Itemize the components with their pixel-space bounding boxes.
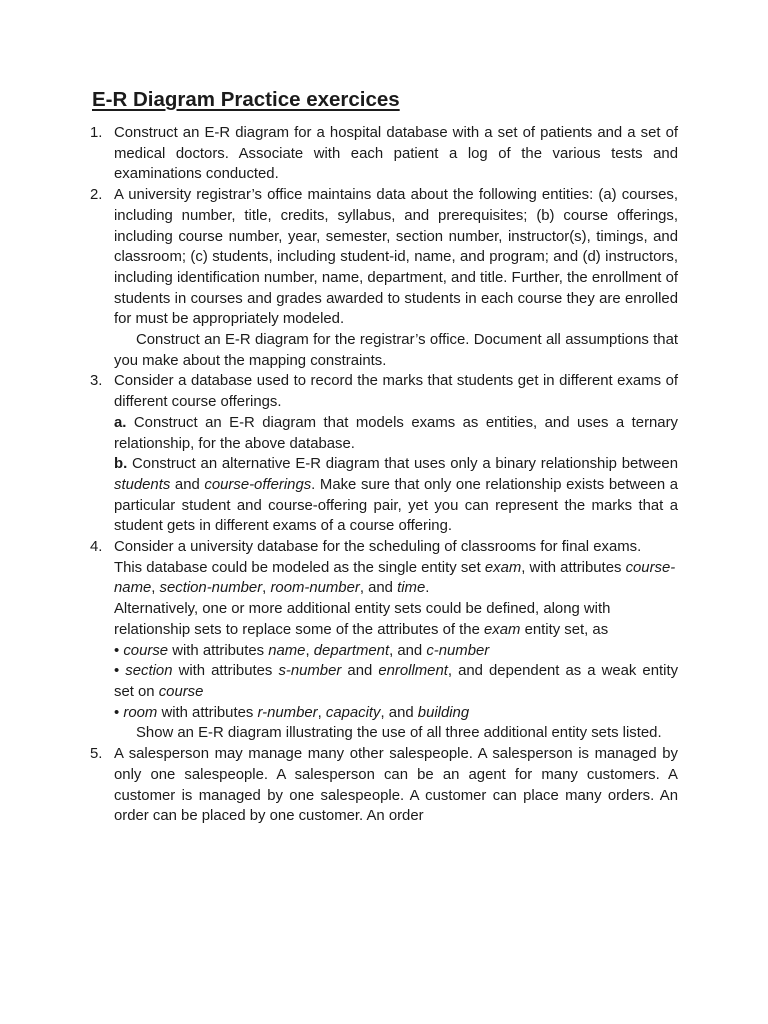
text: , and bbox=[389, 642, 423, 659]
exercise-2 bbox=[90, 185, 678, 371]
exercise-number: 1. bbox=[90, 125, 103, 141]
exercise-text: A salesperson may manage many other salespeople. A salesperson is managed by only one salespeople. A salesperson can be an agent for many customers. A customer is managed by one salespeople. A customer can place many orders. An order can be placed by one customer. An order bbox=[114, 746, 678, 825]
subpart-b-text: and bbox=[174, 476, 200, 493]
text: , bbox=[262, 580, 267, 597]
exercise-text: A university registrar’s office maintains data about the following entities: (a) courses, including number, title, credits, syllabus, and prerequisites; (b) course offerings, including course number, year, semester, section number, instructor(s), timings, and classroom; (c) students, including student-id, name, and program; and (d) instructors, including identification number, name, department, and title. Further, the enrollment of students in courses and grades awarded to students in each course they are enrolled for must be appropriately modeled. bbox=[114, 187, 678, 328]
text: This database could be modeled as the single entity set bbox=[114, 559, 481, 576]
paragraph bbox=[114, 599, 678, 640]
paragraph bbox=[114, 558, 678, 599]
subpart-a-text: Construct an E-R diagram that models exams as entities, and uses a ternary relationship, for the above database. bbox=[114, 414, 678, 452]
exercise-number: 2. bbox=[90, 187, 103, 204]
term-course-name: course-name bbox=[114, 559, 676, 597]
term-course-offerings: course-offerings bbox=[204, 476, 312, 493]
text: Alternatively, one or more additional entity sets could be defined, along with relationship sets to replace some of the attributes of the bbox=[114, 601, 611, 638]
subpart-a-label: a. bbox=[114, 414, 127, 431]
text: . bbox=[425, 580, 430, 597]
exercise-5 bbox=[90, 744, 678, 827]
subpart-b-text: Construct an alternative E-R diagram that uses only a binary relationship between bbox=[132, 456, 678, 473]
term-exam: exam bbox=[484, 559, 522, 576]
text: , bbox=[317, 704, 322, 721]
text: entity set, as bbox=[524, 621, 609, 638]
term-time: time bbox=[397, 580, 426, 597]
subpart-b-text: . Make sure that only one relationship exists between a particular student and course-offering pair, yet you can represent the marks that a student gets in different exams of a course offering. bbox=[114, 476, 679, 535]
exercise-list bbox=[90, 123, 678, 827]
text: and bbox=[347, 663, 373, 680]
exercise-intro: Consider a university database for the scheduling of classrooms for final exams. bbox=[114, 539, 642, 556]
term-course: course bbox=[123, 642, 169, 659]
exercise-instruction: Construct an E-R diagram for the registrar’s office. Document all assumptions that you make about the mapping constraints. bbox=[114, 332, 678, 369]
bullet-room bbox=[114, 703, 678, 724]
term-room: room bbox=[123, 704, 158, 721]
term-students: students bbox=[114, 476, 171, 493]
exercise-1 bbox=[90, 123, 678, 185]
term-section: section bbox=[125, 663, 173, 680]
term-s-number: s-number bbox=[278, 663, 342, 680]
exercise-4 bbox=[90, 537, 678, 744]
term-c-number: c-number bbox=[426, 642, 490, 659]
term-building: building bbox=[417, 704, 470, 721]
subpart-a bbox=[114, 413, 678, 454]
subpart-b-label: b. bbox=[114, 456, 128, 473]
exercise-intro: Consider a database used to record the marks that students get in different exams of different course offerings. bbox=[114, 373, 678, 411]
exercise-number: 3. bbox=[90, 373, 103, 390]
exercise-text: Construct an E-R diagram for a hospital database with a set of patients and a set of medical doctors. Associate with each patient a log of the various tests and examinations conducted. bbox=[114, 125, 678, 183]
bullet-icon: • bbox=[114, 663, 120, 680]
text: , and bbox=[359, 580, 393, 597]
exercise-instruction: Show an E-R diagram illustrating the use of all three additional entity sets listed. bbox=[136, 725, 662, 742]
subpart-b bbox=[114, 454, 678, 537]
text: with attributes bbox=[172, 642, 265, 659]
term-department: department bbox=[313, 642, 390, 659]
exercise-3 bbox=[90, 371, 678, 537]
bullet-icon: • bbox=[114, 642, 120, 659]
page-title: E-R Diagram Practice exercices bbox=[92, 88, 400, 111]
exercise-number: 5. bbox=[90, 746, 103, 763]
text: , bbox=[305, 642, 310, 659]
text: with attributes bbox=[161, 704, 254, 721]
text: , and dependent as a weak entity set on bbox=[114, 663, 679, 700]
bullet-course bbox=[114, 641, 678, 662]
term-exam: exam bbox=[484, 621, 521, 638]
term-enrollment: enrollment bbox=[378, 663, 448, 680]
text: , and bbox=[380, 704, 414, 721]
text: , bbox=[151, 580, 156, 597]
term-r-number: r-number bbox=[257, 704, 318, 721]
exercise-number: 4. bbox=[90, 539, 103, 556]
bullet-section bbox=[114, 661, 678, 702]
term-name: name bbox=[268, 642, 306, 659]
term-capacity: capacity bbox=[325, 704, 381, 721]
term-section-number: section-number bbox=[159, 580, 263, 597]
term-course: course bbox=[158, 683, 204, 700]
bullet-icon: • bbox=[114, 704, 120, 721]
term-room-number: room-number bbox=[270, 580, 360, 597]
text: , with attributes bbox=[521, 559, 622, 576]
text: with attributes bbox=[178, 663, 273, 680]
